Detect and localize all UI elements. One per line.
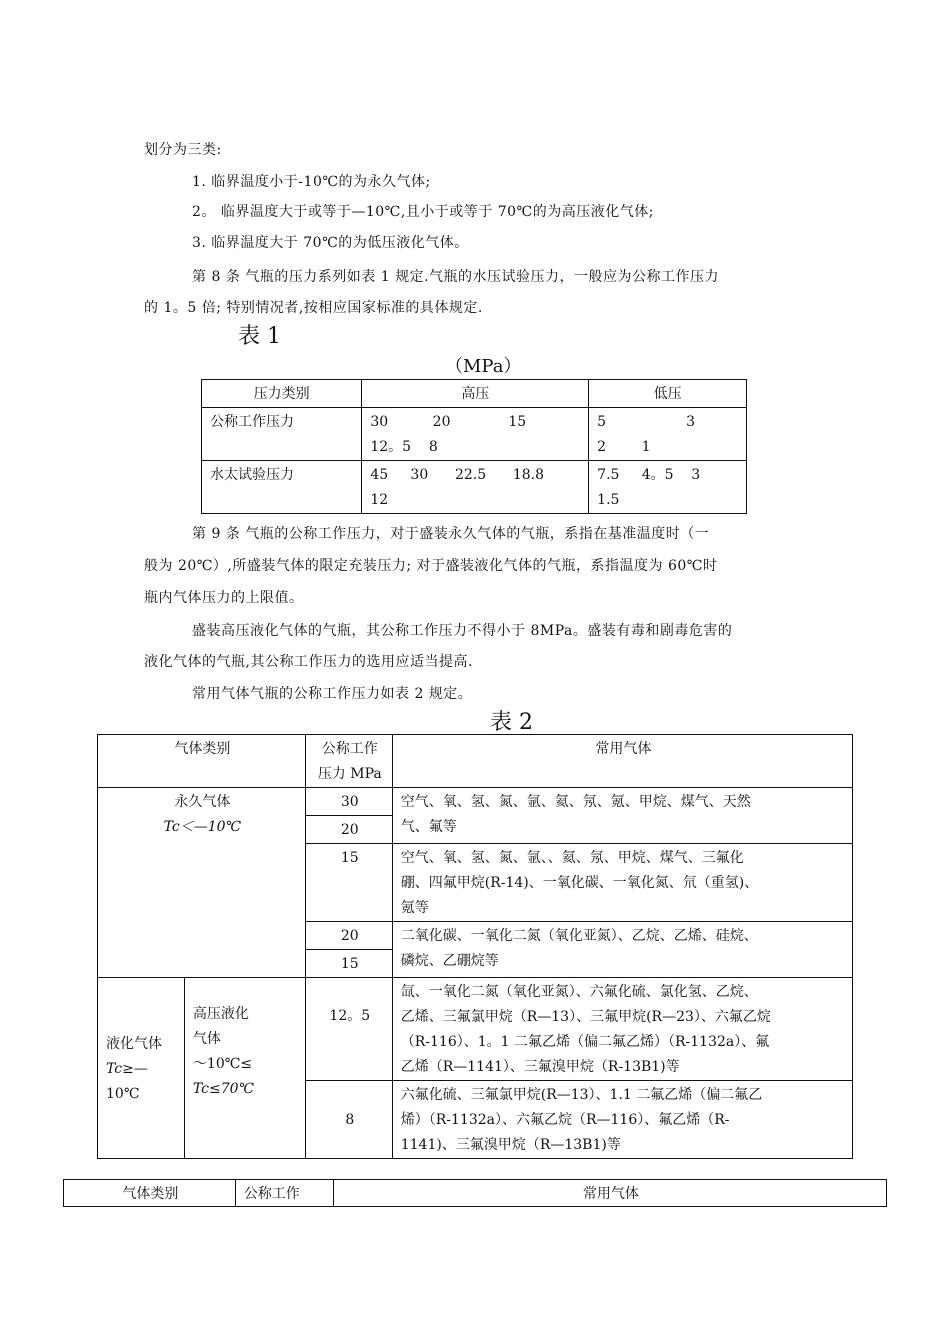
- article-9-line-1: 第 9 条 气瓶的公称工作压力，对于盛装永久气体的气瓶，系指在基准温度时（一: [192, 526, 710, 542]
- article-9-line-3: 瓶内气体压力的上限值。: [144, 590, 304, 606]
- cell-line: 氙、一氧化二氮（氧化亚氮）、六氟化硫、氯化氢、乙烷、: [400, 984, 758, 1000]
- gas-pressure-table: [97, 734, 853, 1159]
- table-header-cell: [305, 735, 392, 788]
- cell-line: 10℃: [106, 1085, 140, 1102]
- table-cell: [589, 408, 747, 461]
- table-cell: [362, 408, 589, 461]
- cell-line: 1.5: [597, 492, 620, 508]
- cell-line: 烯）（R-1132a）、六氟乙烷（R—116）、氟乙烯（R-: [400, 1112, 730, 1128]
- cell-line: 12。5 8: [370, 439, 438, 455]
- cell-line: 六氟化硫、三氟氯甲烷(R—13）、1.1 二氟乙烯（偏二氟乙: [400, 1087, 763, 1103]
- table-cell: [362, 461, 589, 514]
- cell-line: 压力 MPa: [317, 766, 382, 782]
- cell-line: 1141)、三氟溴甲烷（R—13B1)等: [400, 1137, 621, 1153]
- cell-line: 12: [370, 492, 389, 508]
- table-header-cell: 压力类别: [202, 380, 362, 408]
- table1-caption: 表 1: [238, 324, 281, 349]
- cell-line: 7.5 4。5 3: [597, 467, 701, 483]
- list-item-1: 1. 临界温度小于-10℃的为永久气体;: [192, 174, 431, 190]
- article-9-line-2: 般为 20℃）,所盛装气体的限定充装压力; 对于盛装液化气体的气瓶，系指温度为 60℃时: [144, 558, 718, 574]
- pressure-series-table: [201, 379, 747, 514]
- table-header-cell: 低压: [589, 380, 747, 408]
- table-header-cell: 常用气体: [392, 735, 852, 788]
- table-header-row: [202, 380, 747, 408]
- cell-line: 永久气体: [174, 794, 231, 810]
- article-8-line-2: 的 1。5 倍; 特别情况者,按相应国家标准的具体规定.: [144, 300, 483, 316]
- gases-cell: [392, 922, 852, 978]
- paragraph-2-line-2: 液化气体的气瓶,其公称工作压力的选用应适当提高.: [144, 654, 473, 670]
- permanent-gas-category: [98, 788, 306, 978]
- gases-cell: [392, 788, 852, 844]
- table-row: [98, 788, 853, 816]
- cell-line: ～10℃≤: [192, 1056, 253, 1072]
- cell-line: Tc＜—10℃: [163, 819, 242, 835]
- cell-line: 公称工作: [321, 741, 378, 757]
- gases-cell: [392, 978, 852, 1081]
- cell-line: 乙烯（R—1141）、三氟溴甲烷（R-13B1)等: [400, 1059, 680, 1075]
- cell-line: 5 3: [597, 414, 696, 430]
- cell-line: 气、氟等: [400, 819, 457, 835]
- list-item-2: 2。 临界温度大于或等于—10℃,且小于或等于 70℃的为高压液化气体;: [192, 204, 654, 220]
- pressure-cell: 8: [305, 1081, 392, 1159]
- pressure-cell: 20: [305, 922, 392, 950]
- pressure-cell: 30: [305, 788, 392, 816]
- paragraph-2-line-1: 盛装高压液化气体的气瓶，其公称工作压力不得小于 8MPa。盛装有毒和剧毒危害的: [192, 623, 733, 639]
- text-line: 划分为三类:: [144, 142, 222, 158]
- article-8-line-1: 第 8 条 气瓶的压力系列如表 1 规定.气瓶的水压试验压力，一般应为公称工作压力: [192, 269, 720, 285]
- table-cell: [589, 461, 747, 514]
- cell-line: （R-116）、1。1 二氟乙烯（偏二氟乙烯）（R-1132a）、氟: [400, 1034, 770, 1050]
- gases-cell: [392, 1081, 852, 1159]
- cell-line: Tc≥—: [106, 1060, 148, 1077]
- table-header-cell: 常用气体: [333, 1180, 886, 1207]
- table-header-cell: 气体类别: [64, 1180, 236, 1207]
- liquefied-gas-category: [98, 978, 185, 1159]
- list-item-3: 3. 临界温度大于 70℃的为低压液化气体。: [192, 235, 469, 251]
- table-header-cell: 气体类别: [98, 735, 306, 788]
- cell-line: 氪等: [400, 900, 429, 916]
- paragraph-3: 常用气体气瓶的公称工作压力如表 2 规定。: [192, 686, 473, 702]
- table-header-row: [98, 735, 853, 788]
- table2-caption: 表 2: [490, 710, 533, 735]
- table-header-cell: 公称工作: [235, 1180, 333, 1207]
- gases-cell: [392, 844, 852, 922]
- cell-line: 磷烷、乙硼烷等: [400, 953, 499, 969]
- cell-line: 硼、四氟甲烷(R-14)、一氧化碳、一氧化氮、氘（重氢)、: [400, 875, 759, 891]
- pressure-cell: 15: [305, 950, 392, 978]
- cell-line: 液化气体: [106, 1035, 162, 1052]
- cell-line: 乙烯、三氟氯甲烷（R—13）、三氟甲烷(R—23）、六氟乙烷: [400, 1009, 771, 1025]
- cell-line: 2 1: [597, 439, 651, 455]
- cell-line: 30 20 15: [370, 414, 527, 430]
- cell-line: 空气、氧、氢、氮、氩、、氦、氖、甲烷、煤气、三氟化: [400, 850, 744, 866]
- pressure-cell: 12。5: [305, 978, 392, 1081]
- pressure-cell: 20: [305, 816, 392, 844]
- table-cell-label: 公称工作压力: [202, 408, 362, 461]
- table-row: [98, 978, 853, 1081]
- cell-line: 45 30 22.5 18.8: [370, 467, 544, 483]
- table-row: [202, 408, 747, 461]
- cell-line: 高压液化: [192, 1006, 249, 1022]
- cell-line: 气体: [192, 1031, 221, 1047]
- pressure-cell: 15: [305, 844, 392, 922]
- table-header-row: [64, 1180, 887, 1207]
- table-cell-label: 水太试验压力: [202, 461, 362, 514]
- cell-line: 二氧化碳、一氧化二氮（氧化亚氮）、乙烷、乙烯、硅烷、: [400, 928, 758, 944]
- cell-line: Tc≤70℃: [192, 1081, 255, 1097]
- table-row: [202, 461, 747, 514]
- high-pressure-liquefied-category: [184, 978, 305, 1159]
- gas-pressure-table-continued: [63, 1179, 887, 1207]
- table1-unit: （MPa）: [445, 356, 522, 377]
- cell-line: 空气、氧、氢、氮、氩、氦、氖、氪、甲烷、煤气、天然: [400, 794, 751, 810]
- table-header-cell: 高压: [362, 380, 589, 408]
